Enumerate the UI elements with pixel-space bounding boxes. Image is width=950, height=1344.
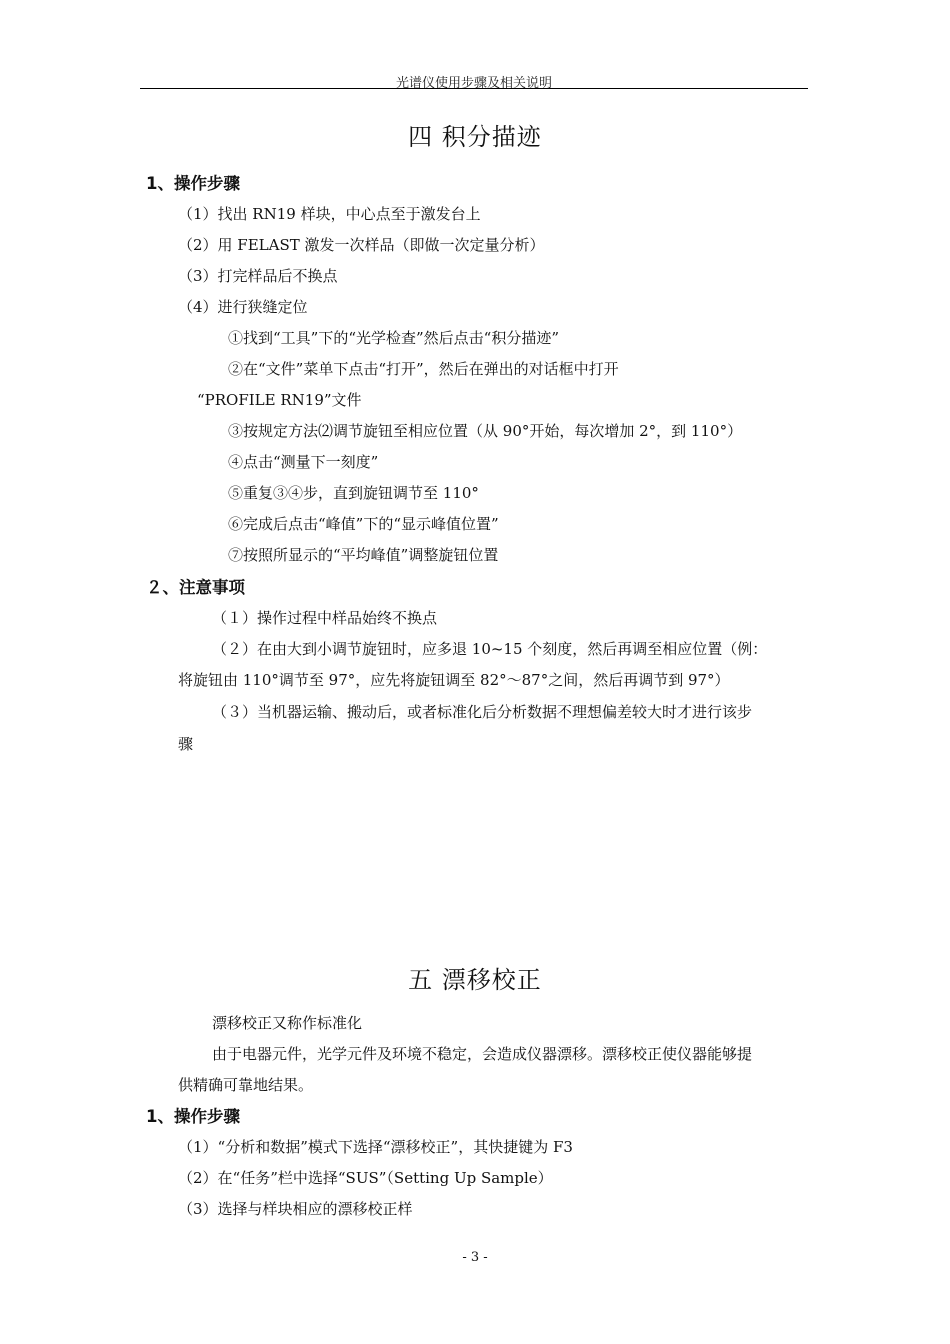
header-rule — [140, 88, 808, 89]
section-4-substep-6: ⑥完成后点击“峰值”下的“显示峰值位置” — [228, 515, 499, 533]
section-4-step-2: （2）用 FELAST 激发一次样品（即做一次定量分析） — [178, 236, 545, 254]
section-4-note-3: （３）当机器运输、搬动后，或者标准化后分析数据不理想偏差较大时才进行该步 — [212, 703, 753, 721]
section-5-intro-2: 由于电器元件，光学元件及环境不稳定，会造成仪器漂移。漂移校正使仪器能够提 — [212, 1045, 753, 1063]
section-4-title: 四 积分描迹 — [408, 123, 542, 151]
section-5-step-2: （2）在“任务”栏中选择“SUS”（Setting Up Sample） — [178, 1169, 553, 1187]
section-4-substep-2-cont: “PROFILE RN19”文件 — [197, 391, 362, 409]
section-4-step-1: （1）找出 RN19 样块，中心点至于激发台上 — [178, 205, 481, 223]
section-4-note-3-cont: 骤 — [178, 735, 194, 753]
section-4-note-2-cont: 将旋钮由 110°调节至 97°，应先将旋钮调至 82°～87°之间，然后再调节到 97°） — [178, 671, 730, 689]
section-5-step-1: （1）“分析和数据”模式下选择“漂移校正”，其快捷键为 F3 — [178, 1138, 573, 1156]
section-4-substep-3: ③按规定方法⑵调节旋钮至相应位置（从 90°开始，每次增加 2°，到 110°） — [228, 422, 743, 440]
section-4-note-2: （２）在由大到小调节旋钮时，应多退 10~15 个刻度，然后再调至相应位置（例： — [212, 640, 768, 658]
section-4-substep-5: ⑤重复③④步，直到旋钮调节至 110° — [228, 484, 479, 502]
section-4-substep-1: ①找到“工具”下的“光学检查”然后点击“积分描迹” — [228, 329, 560, 347]
section-4-substep-4: ④点击“测量下一刻度” — [228, 453, 379, 471]
page-header: 光谱仪使用步骤及相关说明 — [395, 76, 552, 91]
section-4-steps-heading: 1、操作步骤 — [146, 174, 240, 193]
section-5-steps-heading: 1、操作步骤 — [146, 1107, 240, 1126]
section-4-notes-heading: ２、注意事项 — [146, 578, 245, 597]
section-4-substep-2: ②在“文件”菜单下点击“打开”，然后在弹出的对话框中打开 — [228, 360, 619, 378]
section-5-step-3: （3）选择与样块相应的漂移校正样 — [178, 1200, 413, 1218]
page-number: - 3 - — [462, 1250, 488, 1265]
section-4-step-3: （3）打完样品后不换点 — [178, 267, 338, 285]
section-5-intro-1: 漂移校正又称作标准化 — [212, 1014, 363, 1032]
section-5-title: 五 漂移校正 — [408, 966, 542, 994]
section-4-note-1: （１）操作过程中样品始终不换点 — [212, 609, 438, 627]
section-4-substep-7: ⑦按照所显示的“平均峰值”调整旋钮位置 — [228, 546, 499, 564]
section-4-step-4: （4）进行狭缝定位 — [178, 298, 308, 316]
section-5-intro-2-cont: 供精确可靠地结果。 — [178, 1076, 314, 1094]
